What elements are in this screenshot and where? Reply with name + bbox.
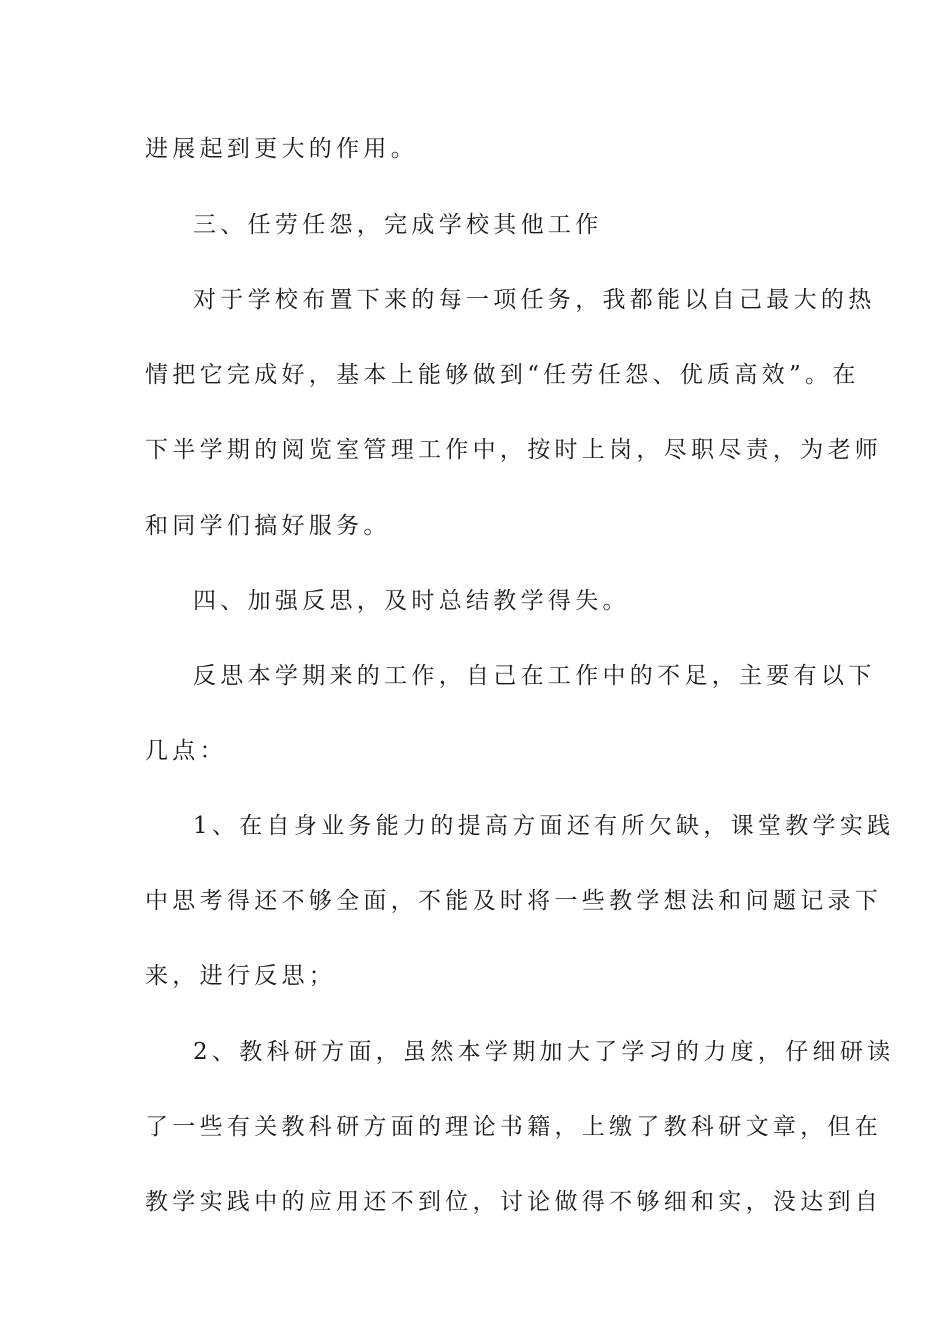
- section-heading: 四、加强反思，及时总结教学得失。: [193, 588, 630, 614]
- paragraph-line: 来，进行反思；: [145, 963, 337, 989]
- paragraph-line: 情把它完成好，基本上能够做到“任劳任怨、优质高效”。在: [145, 362, 860, 388]
- paragraph-line: 对于学校布置下来的每一项任务，我都能以自己最大的热: [193, 287, 876, 313]
- paragraph-line: 2、教科研方面，虽然本学期加大了学习的力度，仔细研读: [193, 1039, 895, 1065]
- paragraph-line: 下半学期的阅览室管理工作中，按时上岗，尽职尽责，为老师: [145, 437, 883, 463]
- paragraph-line: 中思考得还不够全面，不能及时将一些教学想法和问题记录下: [145, 888, 883, 914]
- paragraph-line: 和同学们搞好服务。: [145, 513, 391, 539]
- paragraph-line: 反思本学期来的工作，自己在工作中的不足，主要有以下: [193, 663, 876, 689]
- paragraph-line: 几点：: [145, 738, 227, 764]
- section-heading: 三、任劳任怨，完成学校其他工作: [193, 212, 603, 238]
- paragraph-line: 1、在自身业务能力的提高方面还有所欠缺，课堂教学实践: [193, 813, 895, 839]
- paragraph-line: 进展起到更大的作用。: [145, 136, 418, 162]
- paragraph-line: 教学实践中的应用还不到位，讨论做得不够细和实，没达到自: [145, 1189, 883, 1215]
- paragraph-line: 了一些有关教科研方面的理论书籍，上缴了教科研文章，但在: [145, 1114, 883, 1140]
